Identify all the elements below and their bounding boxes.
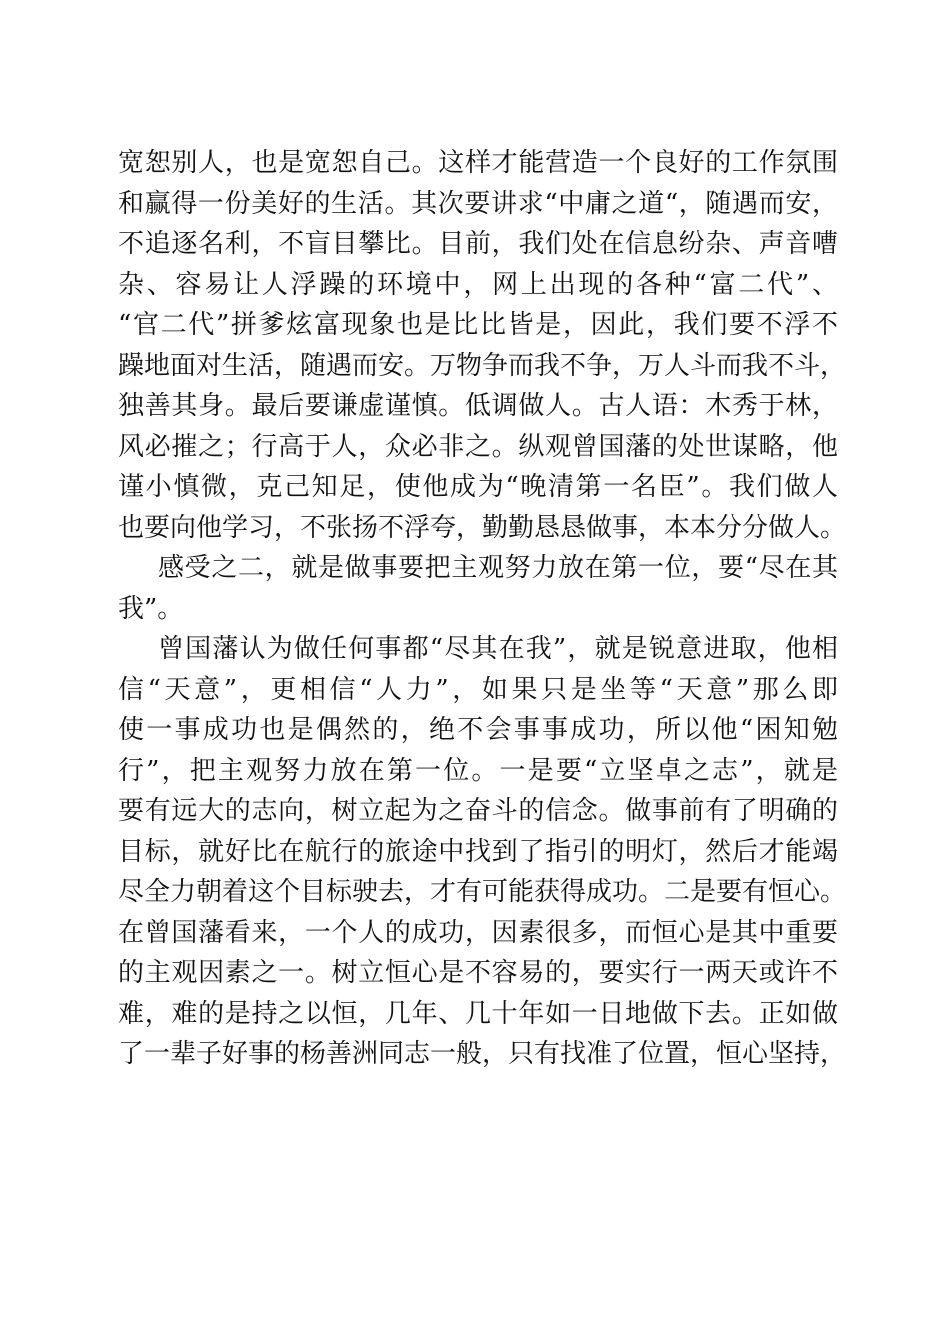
text-line: 了一辈子好事的杨善洲同志一般，只有找准了位置，恒心坚持， — [118, 1039, 847, 1069]
text-line: 在曾国藩看来，一个人的成功，因素很多，而恒心是其中重要 — [118, 917, 838, 948]
text-line: 行”，把主观努力放在第一位。一是要“立坚卓之志”，就是 — [118, 755, 838, 786]
text-line: 躁地面对生活，随遇而安。万物争而我不争，万人斗而我不斗， — [118, 350, 847, 381]
text-line: 谨小慎微，克己知足，使他成为“晚清第一名臣”。我们做人 — [118, 472, 838, 502]
text-line: 风必摧之；行高于人，众必非之。纵观曾国藩的处世谋略，他 — [118, 431, 838, 462]
text-line: 和赢得一份美好的生活。其次要讲求“中庸之道“，随遇而安， — [118, 188, 838, 219]
text-line: 信“天意”，更相信“人力”，如果只是坐等“天意”那么即 — [118, 674, 838, 705]
text-line: 目标，就好比在航行的旅途中找到了指引的明灯，然后才能竭 — [118, 836, 838, 867]
body-text — [118, 143, 847, 1075]
text-line: 独善其身。最后要谦虚谨慎。低调做人。古人语：木秀于林， — [118, 391, 838, 421]
paragraph-first-line: 感受之二，就是做事要把主观努力放在第一位，要“尽在其 — [158, 553, 838, 583]
text-line: 也要向他学习，不张扬不浮夸，勤勤恳恳做事，本本分分做人。 — [118, 512, 847, 543]
text-line: 不追逐名利，不盲目攀比。目前，我们处在信息纷杂、声音嘈 — [118, 229, 838, 259]
text-line: “官二代”拼爹炫富现象也是比比皆是，因此，我们要不浮不 — [118, 310, 838, 340]
paragraph-first-line: 曾国藩认为做任何事都“尽其在我”，就是锐意进取，他相 — [158, 634, 838, 664]
text-line: 杂、容易让人浮躁的环境中，网上出现的各种“富二代”、 — [118, 269, 838, 300]
text-line: 宽恕别人，也是宽恕自己。这样才能营造一个良好的工作氛围 — [118, 148, 838, 178]
text-line: 使一事成功也是偶然的，绝不会事事成功，所以他“困知勉 — [118, 715, 838, 745]
text-line: 尽全力朝着这个目标驶去，才有可能获得成功。二是要有恒心。 — [118, 877, 847, 907]
text-line: 要有远大的志向，树立起为之奋斗的信念。做事前有了明确的 — [118, 796, 838, 826]
text-line: 难，难的是持之以恒，几年、几十年如一日地做下去。正如做 — [118, 998, 838, 1029]
text-line: 我”。 — [118, 593, 184, 624]
text-line: 的主观因素之一。树立恒心是不容易的，要实行一两天或许不 — [118, 958, 838, 988]
